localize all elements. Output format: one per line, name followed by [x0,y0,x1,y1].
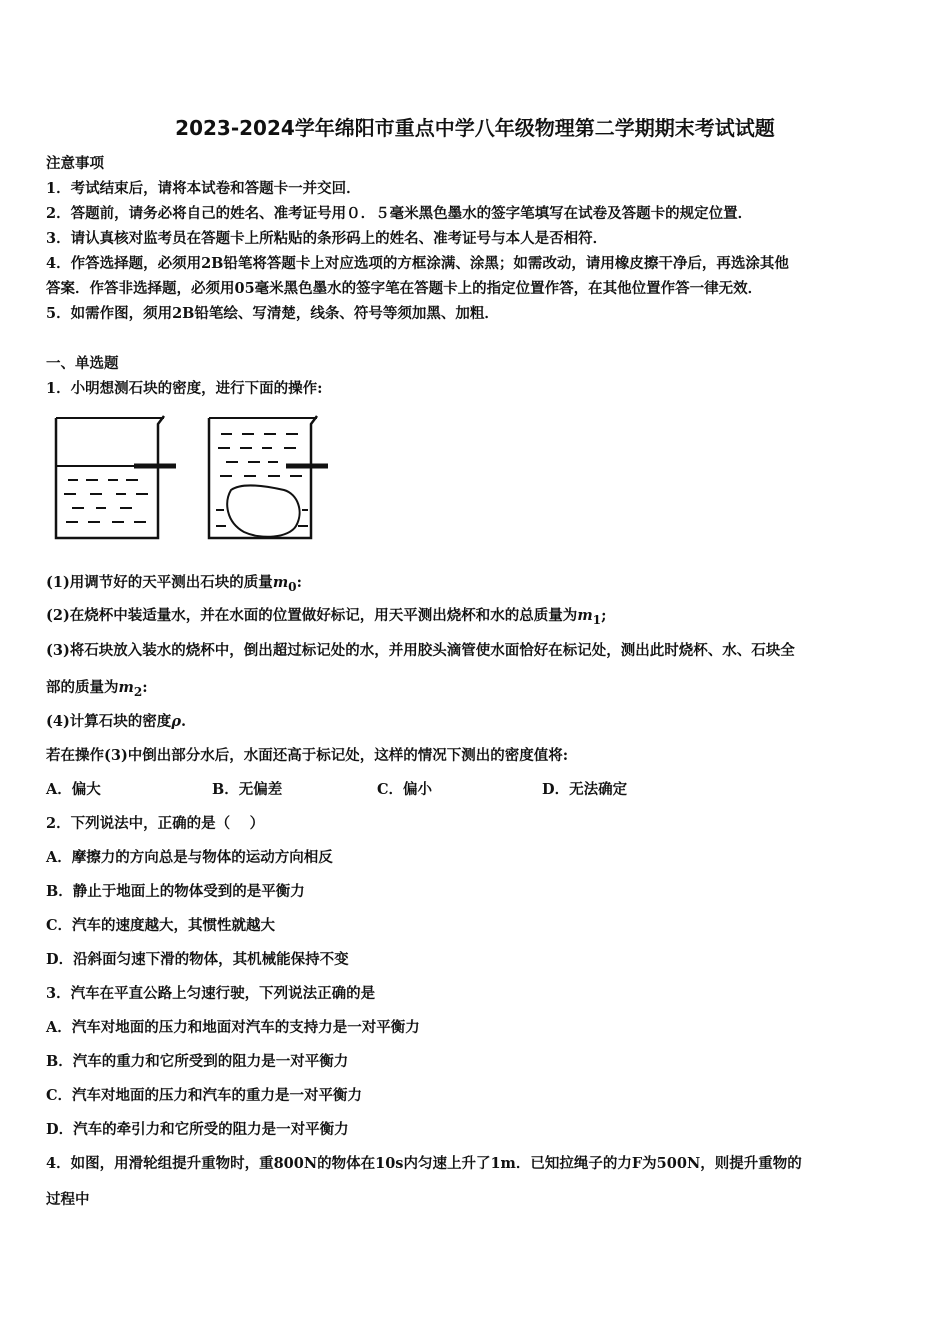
q1-step3: (3)将石块放入装水的烧杯中，倒出超过标记处的水，并用胶头滴管使水面恰好在标记处，测出此时烧杯、水、石块全 [46,642,795,659]
q4-stem: 4．如图，用滑轮组提升重物时，重800N的物体在10s内匀速上升了1m．已知拉绳子的力F为500N，则提升重物的 [46,1155,802,1172]
q1-option-d[interactable]: D．无法确定 [542,781,628,798]
notice-heading: 注意事项 [46,155,104,172]
q2-stem: 2．下列说法中，正确的是（ ） [46,815,265,832]
q1-option-c[interactable]: C．偏小 [377,781,433,798]
q3-option-c[interactable]: C．汽车对地面的压力和汽车的重力是一对平衡力 [46,1087,363,1104]
q1-step4: (4)计算石块的密度ρ. [46,713,187,730]
page-title: 2023-2024学年绵阳市重点中学八年级物理第二学期期末考试试题 [175,116,775,140]
notice-item: 5．如需作图，须用2B铅笔绘、写清楚，线条、符号等须加黑、加粗． [46,305,499,322]
q3-option-d[interactable]: D．汽车的牵引力和它所受的阻力是一对平衡力 [46,1121,349,1138]
q2-option-c[interactable]: C．汽车的速度越大，其惯性就越大 [46,917,276,934]
q1-question: 若在操作(3)中倒出部分水后，水面还高于标记处，这样的情况下测出的密度值将: [46,747,569,764]
q4-stem-cont: 过程中 [46,1191,90,1208]
q3-option-a[interactable]: A．汽车对地面的压力和地面对汽车的支持力是一对平衡力 [46,1019,420,1036]
notice-item: 4．作答选择题，必须用2B铅笔将答题卡上对应选项的方框涂满、涂黑；如需改动，请用橡皮擦干净后，再选涂其他 [46,255,789,272]
q1-step2: (2)在烧杯中装适量水，并在水面的位置做好标记，用天平测出烧杯和水的总质量为$m_1$; [46,607,607,627]
q1-option-a[interactable]: A．偏大 [46,781,101,798]
notice-item: 2．答题前，请务必将自己的姓名、准考证号用０．５毫米黑色墨水的签字笔填写在试卷及答题卡的规定位置． [46,205,753,222]
notice-item: 3．请认真核对监考员在答题卡上所粘贴的条形码上的姓名、准考证号与本人是否相符． [46,230,608,247]
q1-option-b[interactable]: B．无偏差 [212,781,283,798]
beaker-left [56,416,164,538]
notice-item: 答案．作答非选择题，必须用05毫米黑色墨水的签字笔在答题卡上的指定位置作答，在其他位置作答一律无效． [46,280,763,297]
q3-option-b[interactable]: B．汽车的重力和它所受到的阻力是一对平衡力 [46,1053,349,1070]
q2-option-d[interactable]: D．沿斜面匀速下滑的物体，其机械能保持不变 [46,951,349,968]
q2-option-a[interactable]: A．摩擦力的方向总是与物体的运动方向相反 [46,849,333,866]
section-heading: 一、单选题 [46,355,119,372]
q3-stem: 3．汽车在平直公路上匀速行驶，下列说法正确的是 [46,985,376,1002]
q1-step1: (1)用调节好的天平测出石块的质量$m_0$: [46,574,302,594]
notice-item: 1．考试结束后，请将本试卷和答题卡一并交回． [46,180,361,197]
stone-shape [227,485,299,536]
q1-stem: 1．小明想测石块的密度，进行下面的操作: [46,380,323,397]
q1-step3-cont: 部的质量为$m_2$: [46,679,148,699]
beaker-figure [46,410,336,545]
q2-option-b[interactable]: B．静止于地面上的物体受到的是平衡力 [46,883,305,900]
